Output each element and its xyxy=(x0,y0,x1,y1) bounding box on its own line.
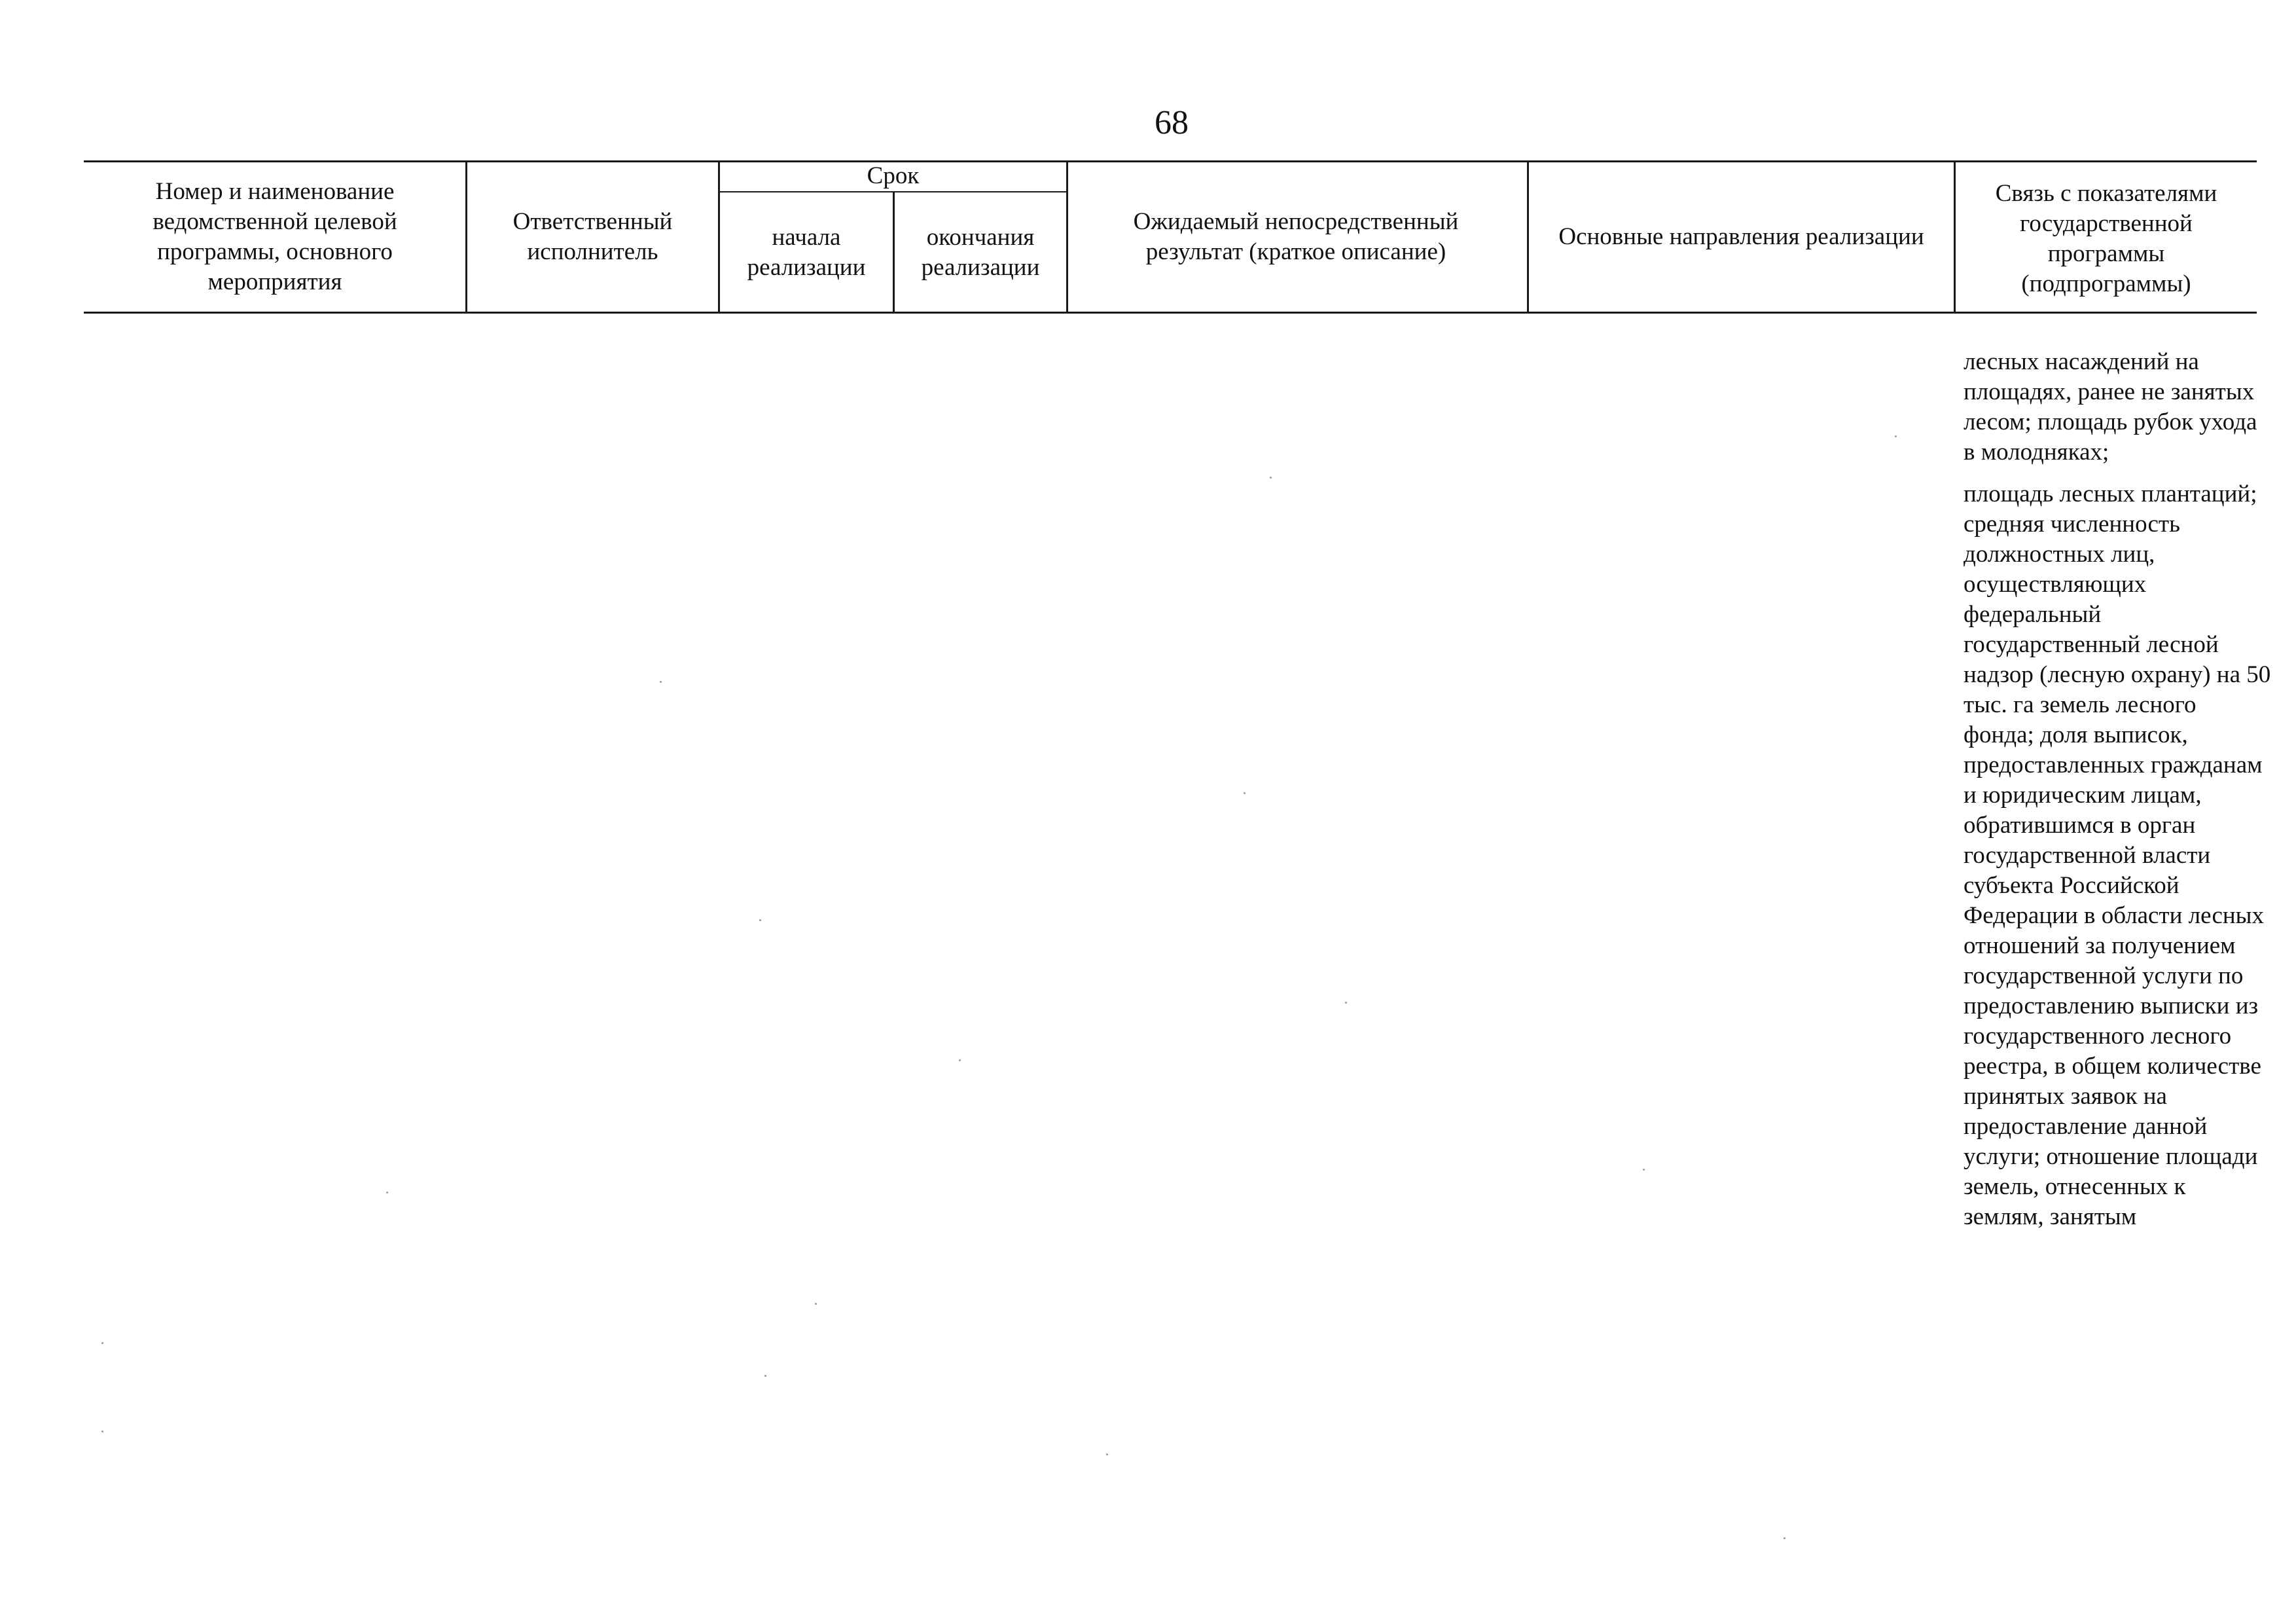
scan-speck xyxy=(1244,792,1246,794)
link-column-text xyxy=(1964,347,2271,1232)
header-bottom-border xyxy=(84,312,2257,314)
scan-speck xyxy=(959,1059,961,1061)
scan-speck xyxy=(1643,1169,1645,1171)
link-paragraph-1: лесных насаждений на площадях, ранее не занятых лесом; площадь рубок ухода в молодняках; xyxy=(1964,348,2257,465)
header-cell-link: Связь с показателями государственной программы (подпрограммы) xyxy=(1995,180,2217,297)
scan-speck xyxy=(1270,477,1272,479)
scan-speck xyxy=(660,681,662,683)
scan-speck xyxy=(759,919,761,921)
header-cell-name: Номер и наименование ведомственной целевой программы, основного мероприятия xyxy=(152,178,397,295)
header-cell-start: начала реализации xyxy=(747,224,866,281)
scan-speck xyxy=(386,1192,388,1194)
page-number: 68 xyxy=(1155,104,1189,141)
header-cell-end: окончания реализации xyxy=(921,224,1040,281)
scan-speck xyxy=(1106,1453,1108,1455)
header-cell-result: Ожидаемый непосредственный результат (краткое описание) xyxy=(1133,208,1459,265)
scan-speck xyxy=(1784,1537,1785,1539)
header-top-border xyxy=(84,160,2257,162)
scan-speck xyxy=(1895,435,1897,437)
header-cell-responsible: Ответственный исполнитель xyxy=(512,208,673,265)
scan-speck xyxy=(1345,1002,1347,1004)
scan-speck xyxy=(815,1303,817,1305)
col-separator-4 xyxy=(1066,160,1068,314)
scan-speck xyxy=(764,1375,766,1377)
scan-speck xyxy=(101,1342,103,1344)
link-paragraph-2: площадь лесных плантаций; средняя численность должностных лиц, осуществляющих федеральный государственный лесной надзор (лесную охрану) на 50 тыс. га земель лесного фонда; доля выписок, предоставленных гражданам и юридическим лицам, обратившимся в орган государственной власти субъекта Российской Федерации в области лесных отношений за получением государственной услуги по предоставлению выписки из государственного лесного реестра, в общем количестве принятых заявок на предоставление данной услуги; отношение площади земель, отнесенных к землям, занятым xyxy=(1964,481,2271,1230)
header-cell-term: Срок xyxy=(867,162,920,189)
header-cell-directions: Основные направления реализации xyxy=(1558,223,1924,250)
scan-speck xyxy=(101,1431,103,1432)
